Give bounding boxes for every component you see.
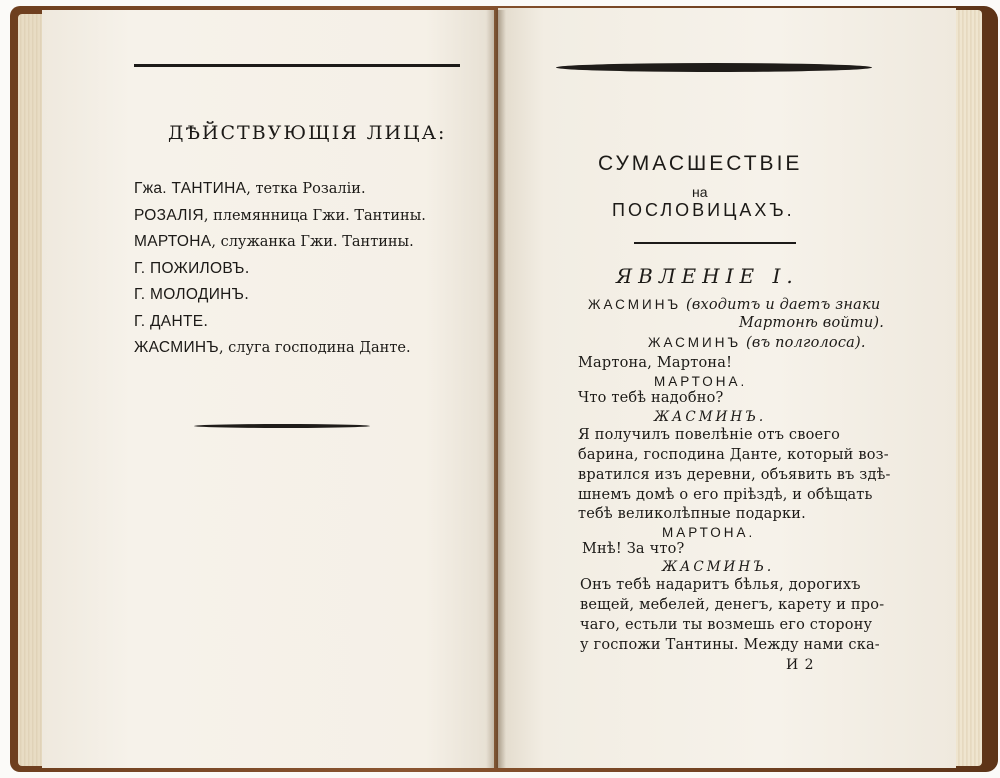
- book-gutter: [486, 10, 506, 768]
- dialogue-line: вещей, мебелей, денегъ, карету и про-: [580, 597, 885, 613]
- cast-heading: ДѢЙСТВУЮЩІЯ ЛИЦА:: [168, 122, 447, 144]
- dialogue-line: барина, господина Данте, который воз-: [578, 447, 889, 463]
- speaker-name: ЖАСМИНЪ.: [662, 559, 775, 575]
- cast-item: РОЗАЛІЯ, племянница Гжи. Тантины.: [134, 206, 426, 224]
- stage-line: Мартонѣ войти).: [739, 315, 885, 331]
- dialogue-line: Что тебѣ надобно?: [578, 390, 724, 406]
- dialogue-line: Я получилъ повелѣніе отъ своего: [578, 427, 841, 443]
- cast-item: МАРТОНА, служанка Гжи. Тантины.: [134, 233, 414, 250]
- dialogue-line: тебѣ великолѣпные подарки.: [578, 506, 806, 522]
- cast-item: ЖАСМИНЪ, слуга господина Данте.: [134, 339, 411, 356]
- speaker-name: МАРТОНА.: [662, 525, 756, 540]
- cast-item: Г. МОЛОДИНЪ.: [134, 286, 249, 303]
- dialogue-line: шнемъ домѣ о его пріѣздѣ, и обѣщать: [578, 487, 873, 503]
- title-rule: [634, 242, 796, 244]
- page-signature: И 2: [786, 657, 815, 673]
- scene-heading: ЯВЛЕНІЕ I.: [616, 264, 799, 288]
- dialogue-line: у госпожи Тантины. Между нами ска-: [580, 637, 880, 653]
- dialogue-line: Мартона, Мартона!: [578, 355, 733, 371]
- speaker-name: МАРТОНА.: [654, 374, 748, 389]
- play-title: СУМАСШЕСТВІЕ: [598, 152, 803, 175]
- play-subtitle: ПОСЛОВИЦАХЪ.: [612, 200, 795, 220]
- top-rule-left: [134, 64, 460, 67]
- dialogue-line: чаго, естьли ты возмешь его сторону: [580, 617, 873, 633]
- speaker-name: ЖАСМИНЪ.: [654, 409, 767, 425]
- cast-item: Гжа. ТАНТИНА, тетка Розаліи.: [134, 180, 366, 197]
- stage-line: ЖАСМИНЪ (въ полголоса).: [648, 335, 866, 351]
- top-ornament-right: [556, 63, 872, 72]
- play-title-conjunction: на: [692, 184, 708, 200]
- bottom-ornament-left: [194, 424, 370, 428]
- cast-item: Г. ПОЖИЛОВЪ.: [134, 259, 250, 277]
- dialogue-line: Мнѣ! За что?: [582, 541, 685, 557]
- cast-item: Г. ДАНТЕ.: [134, 312, 208, 330]
- dialogue-line: вратился изъ деревни, объявить въ здѣ-: [578, 467, 891, 483]
- cast-list: [134, 176, 426, 362]
- stage-line: ЖАСМИНЪ (входитъ и даетъ знаки: [588, 297, 881, 313]
- dialogue-line: Онъ тебѣ надаритъ бѣлья, дорогихъ: [580, 577, 861, 593]
